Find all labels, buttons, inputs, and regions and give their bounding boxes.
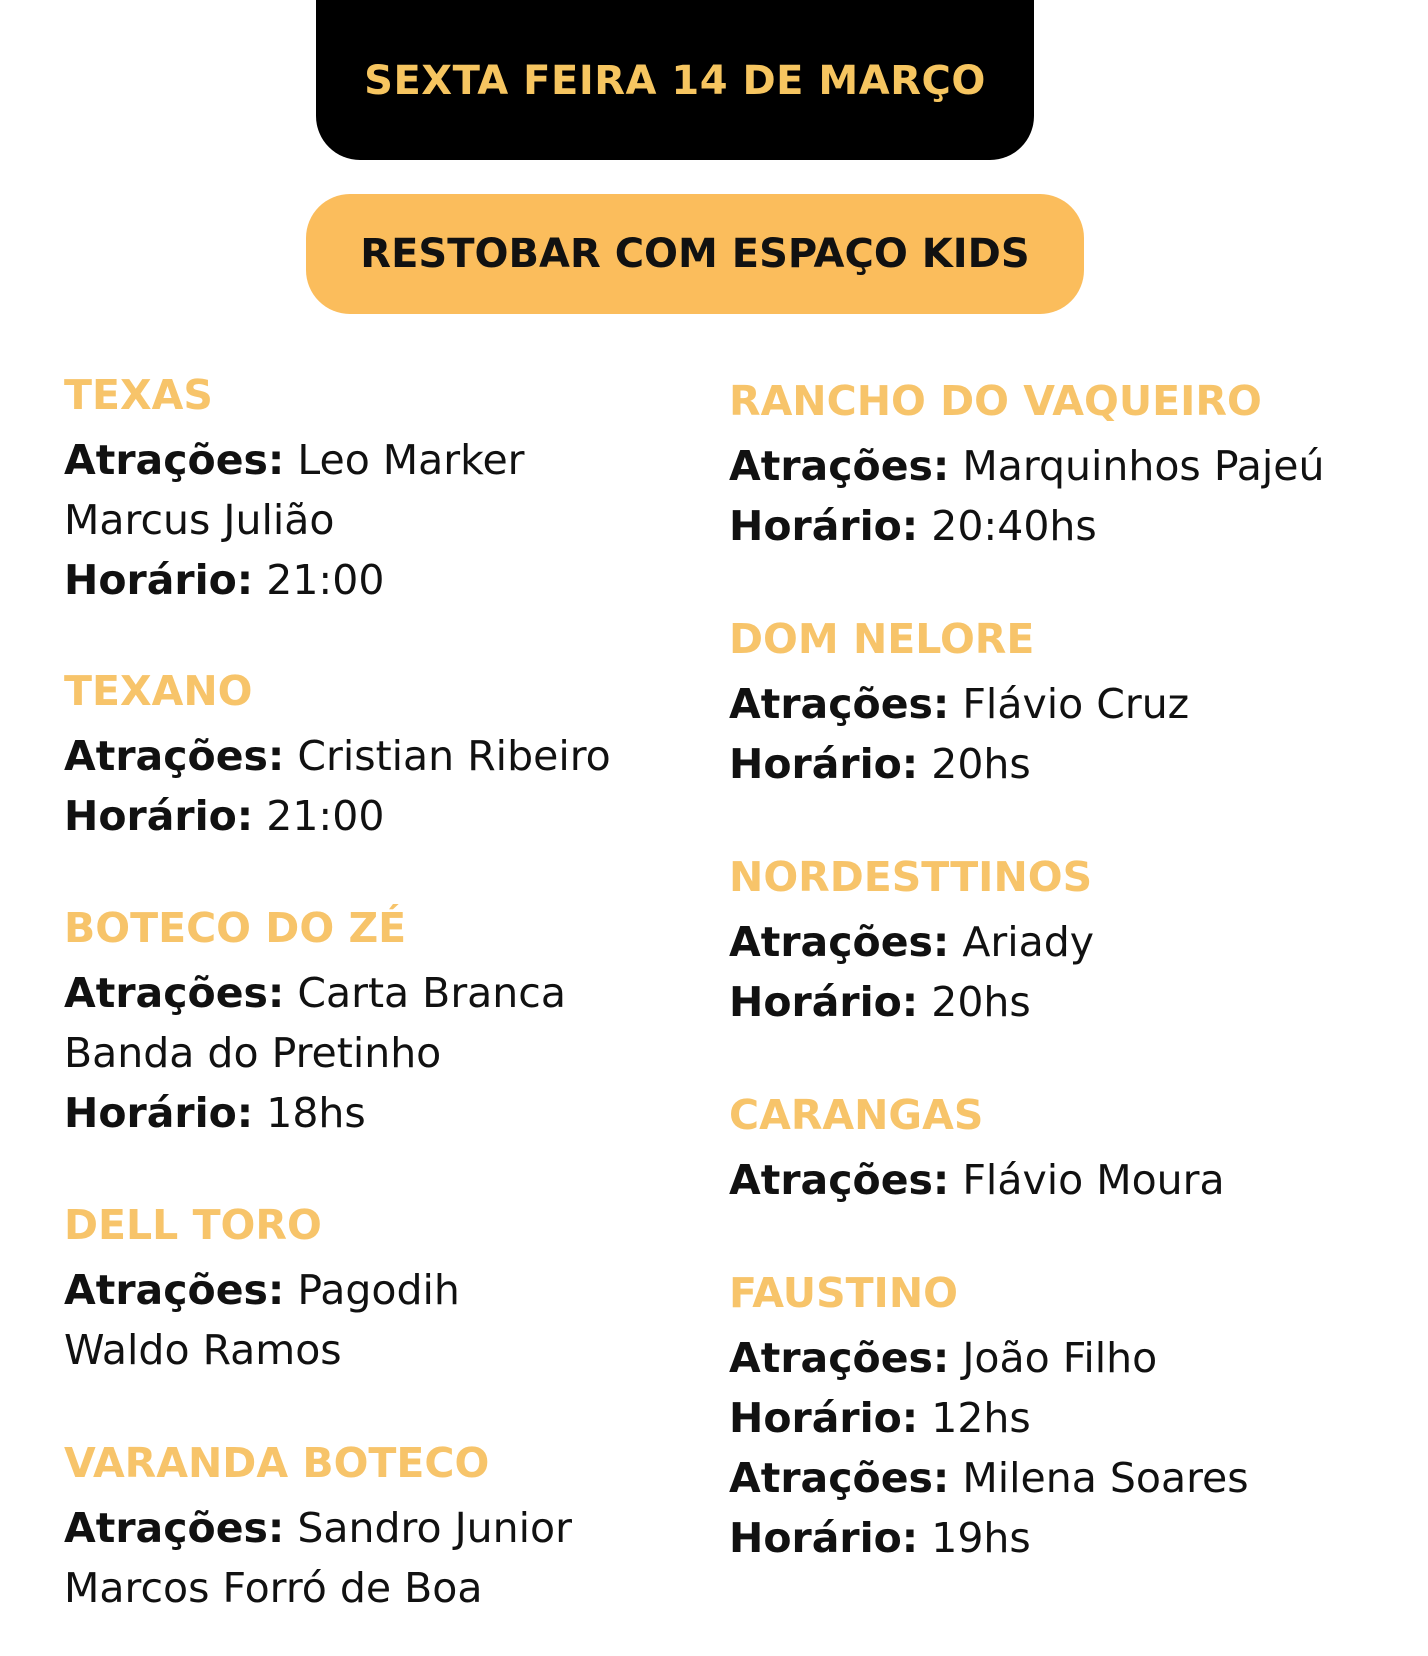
- line-value: Ariady: [962, 918, 1095, 966]
- venue-line: [729, 734, 1389, 794]
- venue-line: [64, 490, 724, 550]
- category-pill: [306, 194, 1084, 314]
- line-value: 20hs: [931, 740, 1031, 788]
- venue-varanda-boteco: [64, 1438, 724, 1618]
- venue-name: TEXAS: [64, 371, 213, 419]
- line-label: Atrações:: [64, 969, 285, 1017]
- venue-dell-toro: [64, 1200, 724, 1380]
- line-label: Horário:: [64, 792, 254, 840]
- line-value: João Filho: [962, 1334, 1158, 1382]
- line-label: Atrações:: [729, 1454, 950, 1502]
- line-value: Sandro Junior: [297, 1504, 572, 1552]
- line-label: Atrações:: [729, 918, 950, 966]
- venue-line: [64, 1320, 724, 1380]
- venue-line: [64, 726, 724, 786]
- venue-line: [729, 674, 1389, 734]
- date-banner: [316, 0, 1034, 160]
- category-title: RESTOBAR COM ESPAÇO KIDS: [360, 231, 1030, 277]
- line-label: Atrações:: [729, 442, 950, 490]
- line-value: Pagodih: [297, 1266, 460, 1314]
- line-value: Marquinhos Pajeú: [962, 442, 1325, 490]
- venue-line: [64, 1498, 724, 1558]
- venue-line: [729, 1388, 1389, 1448]
- venue-line: [729, 1328, 1389, 1388]
- line-value: 18hs: [266, 1089, 366, 1137]
- venue-line: [729, 1508, 1389, 1568]
- venue-line: [64, 1083, 724, 1143]
- line-label: Horário:: [64, 556, 254, 604]
- venue-name: TEXANO: [64, 667, 253, 715]
- venue-line: [729, 972, 1389, 1032]
- line-label: Atrações:: [64, 1266, 285, 1314]
- venue-line: [64, 1260, 724, 1320]
- line-label: Atrações:: [729, 680, 950, 728]
- venue-name: RANCHO DO VAQUEIRO: [729, 377, 1262, 425]
- venue-name: BOTECO DO ZÉ: [64, 904, 407, 952]
- line-value: 19hs: [931, 1514, 1031, 1562]
- line-value: 20:40hs: [931, 502, 1097, 550]
- line-value: Marcus Julião: [64, 496, 335, 544]
- venue-name: NORDESTTINOS: [729, 853, 1093, 901]
- line-label: Horário:: [729, 502, 919, 550]
- venue-rancho-do-vaqueiro: [729, 376, 1389, 556]
- line-value: Waldo Ramos: [64, 1326, 342, 1374]
- line-value: Banda do Pretinho: [64, 1029, 442, 1077]
- venue-boteco-do-ze: [64, 903, 724, 1143]
- venue-texano: [64, 666, 724, 846]
- venue-dom-nelore: [729, 614, 1389, 794]
- line-label: Atrações:: [729, 1156, 950, 1204]
- line-label: Atrações:: [64, 732, 285, 780]
- line-label: Horário:: [729, 1514, 919, 1562]
- venue-line: [729, 1448, 1389, 1508]
- line-label: Horário:: [729, 740, 919, 788]
- venue-line: [64, 550, 724, 610]
- venue-line: [64, 786, 724, 846]
- line-value: Milena Soares: [962, 1454, 1249, 1502]
- line-label: Atrações:: [64, 436, 285, 484]
- line-value: 20hs: [931, 978, 1031, 1026]
- venue-name: FAUSTINO: [729, 1269, 958, 1317]
- venue-line: [64, 963, 724, 1023]
- venue-texas: [64, 370, 724, 610]
- venue-line: [729, 912, 1389, 972]
- venue-name: CARANGAS: [729, 1091, 984, 1139]
- venue-faustino: [729, 1268, 1389, 1568]
- venue-name: DELL TORO: [64, 1201, 322, 1249]
- line-value: Flávio Cruz: [962, 680, 1190, 728]
- event-date: SEXTA FEIRA 14 DE MARÇO: [364, 58, 986, 104]
- venue-line: [729, 436, 1389, 496]
- venue-line: [729, 1150, 1389, 1210]
- line-label: Atrações:: [729, 1334, 950, 1382]
- line-value: Carta Branca: [297, 969, 566, 1017]
- line-label: Horário:: [64, 1089, 254, 1137]
- line-value: Marcos Forró de Boa: [64, 1564, 483, 1612]
- line-value: 21:00: [266, 792, 385, 840]
- venue-line: [64, 1558, 724, 1618]
- line-label: Horário:: [729, 1394, 919, 1442]
- venue-line: [64, 1023, 724, 1083]
- venue-line: [729, 496, 1389, 556]
- line-value: Leo Marker: [297, 436, 525, 484]
- line-label: Atrações:: [64, 1504, 285, 1552]
- venue-line: [64, 430, 724, 490]
- venue-name: VARANDA BOTECO: [64, 1439, 490, 1487]
- line-label: Horário:: [729, 978, 919, 1026]
- venue-name: DOM NELORE: [729, 615, 1035, 663]
- venue-carangas: [729, 1090, 1389, 1210]
- line-value: Flávio Moura: [962, 1156, 1225, 1204]
- venue-nordesttinos: [729, 852, 1389, 1032]
- line-value: 12hs: [931, 1394, 1031, 1442]
- line-value: Cristian Ribeiro: [297, 732, 611, 780]
- line-value: 21:00: [266, 556, 385, 604]
